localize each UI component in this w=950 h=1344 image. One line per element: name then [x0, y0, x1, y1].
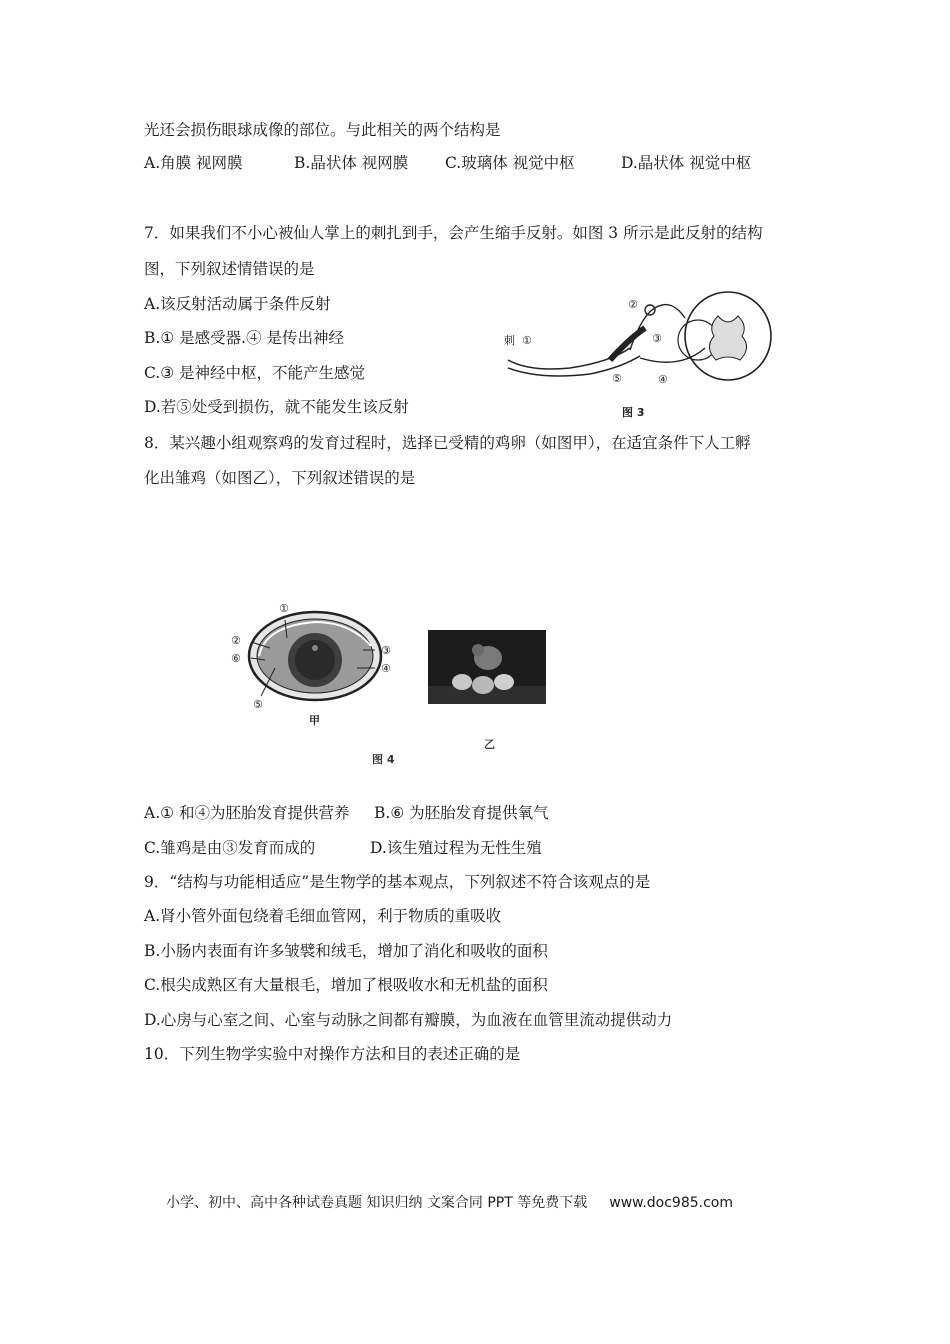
egg-figure [225, 598, 405, 733]
figure-3-caption: 图 3 [622, 406, 645, 419]
q8-option-c: C.雏鸡是由③发育而成的 [144, 839, 316, 857]
q9-option-a: A.肾小管外面包绕着毛细血管网，利于物质的重吸收 [144, 907, 502, 925]
q8-option-a: A.① 和④为胚胎发育提供营养 [144, 804, 350, 822]
egg-label-3: ③ [381, 644, 391, 657]
q7-option-a: A.该反射活动属于条件反射 [144, 295, 331, 313]
q10-text: 10．下列生物学实验中对操作方法和目的表述正确的是 [144, 1045, 521, 1063]
q6-text: 光还会损伤眼球成像的部位。与此相关的两个结构是 [144, 121, 501, 139]
q7-option-b: B.① 是感受器.④ 是传出神经 [144, 329, 344, 347]
footer-text: 小学、初中、高中各种试卷真题 知识归纳 文案合同 PPT 等免费下载 [166, 1195, 588, 1211]
reflex-label-5: ⑤ [612, 372, 622, 385]
egg-label-1: ① [279, 602, 289, 615]
reflex-label-1: ① [522, 334, 532, 347]
q6-option-d: D.晶状体 视觉中枢 [621, 154, 752, 172]
footer [166, 1192, 733, 1212]
egg-label-4: ④ [381, 662, 391, 675]
reflex-arc-figure [500, 288, 780, 423]
figure-4-caption: 图 4 [372, 753, 395, 766]
reflex-stimulus-label: 刺 [504, 334, 515, 347]
footer-site[interactable]: www.doc985.com [609, 1195, 733, 1211]
egg-label-5: ⑤ [253, 698, 263, 711]
q9-option-c: C.根尖成熟区有大量根毛，增加了根吸收水和无机盐的面积 [144, 976, 548, 994]
label-yi: 乙 [484, 738, 495, 751]
q9-text: 9．“结构与功能相适应”是生物学的基本观点，下列叙述不符合该观点的是 [144, 873, 651, 891]
reflex-label-2: ② [628, 298, 638, 311]
q8-text-line2: 化出雏鸡（如图乙），下列叙述错误的是 [144, 469, 416, 487]
q7-text-line2: 图，下列叙述情错误的是 [144, 260, 315, 278]
q7-text-line1: 7．如果我们不小心被仙人掌上的刺扎到手，会产生缩手反射。如图 3 所示是此反射的结构 [144, 224, 763, 242]
reflex-label-4: ④ [658, 373, 668, 386]
q9-option-d: D.心房与心室之间、心室与动脉之间都有瓣膜，为血液在血管里流动提供动力 [144, 1011, 673, 1029]
egg-label-6: ⑥ [231, 652, 241, 665]
egg-label-2: ② [231, 634, 241, 647]
q7-option-d: D.若⑤处受到损伤，就不能发生该反射 [144, 398, 409, 416]
q9-option-b: B.小肠内表面有许多皱襞和绒毛，增加了消化和吸收的面积 [144, 942, 548, 960]
q6-option-c: C.玻璃体 视觉中枢 [445, 154, 575, 172]
q6-option-a: A.角膜 视网膜 [144, 154, 243, 172]
reflex-label-3: ③ [652, 332, 662, 345]
q8-option-d: D.该生殖过程为无性生殖 [370, 839, 542, 857]
q7-option-c: C.③ 是神经中枢，不能产生感觉 [144, 364, 366, 382]
q6-option-b: B.晶状体 视网膜 [294, 154, 409, 172]
q8-text-line1: 8．某兴趣小组观察鸡的发育过程时，选择已受精的鸡卵（如图甲），在适宜条件下人工孵 [144, 434, 751, 452]
q8-option-b: B.⑥ 为胚胎发育提供氧气 [374, 804, 549, 822]
chick-photo [428, 630, 546, 704]
label-jia: 甲 [309, 714, 320, 727]
